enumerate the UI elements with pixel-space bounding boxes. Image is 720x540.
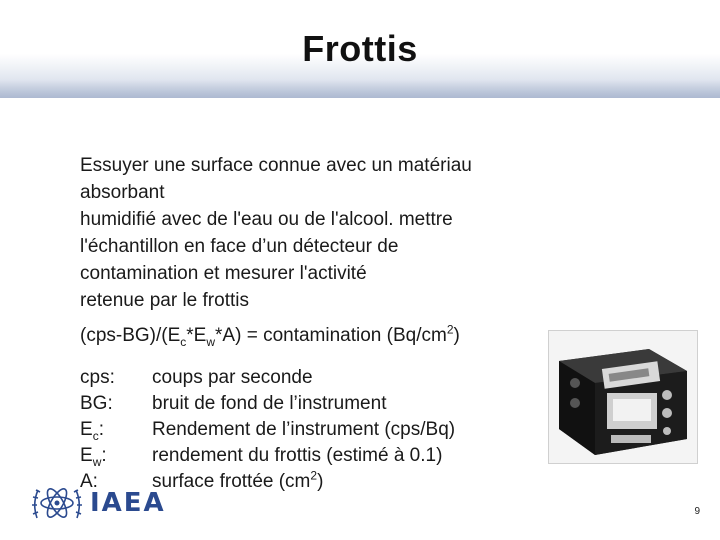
definition-description: bruit de fond de l’instrument: [152, 393, 387, 414]
definition-term: cps:: [80, 367, 115, 388]
definition-description: rendement du frottis (estimé à 0.1): [152, 445, 443, 466]
definition-term: $E_w$:: [80, 445, 107, 469]
contamination-meter-illustration: [549, 331, 697, 463]
paragraph-line: l'échantillon en face d’un détecteur de: [80, 236, 399, 257]
formula-text: (cps-BG)/(E: [80, 325, 181, 346]
definitions-list: [80, 365, 455, 495]
paragraph-line: Essuyer une surface connue avec un matériau: [80, 155, 472, 176]
page-number: 9: [694, 506, 700, 517]
paragraph-line: contamination et mesurer l'activité: [80, 263, 367, 284]
definition-term: A:: [80, 471, 98, 492]
formula-text: ): [453, 325, 460, 346]
formula-subscript-w: w: [206, 334, 216, 349]
definition-row: [80, 443, 455, 469]
definition-row: [80, 391, 455, 417]
iaea-logo: [28, 478, 166, 528]
formula-text: *A) = contamination (Bq/cm: [215, 325, 447, 346]
paragraph-line: humidifié avec de l'eau ou de l'alcool. mettre: [80, 209, 453, 230]
formula-subscript-c: c: [180, 334, 187, 349]
iaea-wordmark: IAEA: [90, 488, 166, 518]
slide-title: Frottis: [302, 28, 418, 69]
iaea-logo-icon: [28, 478, 86, 528]
definition-description: coups par seconde: [152, 367, 313, 388]
definition-description: Rendement de l’instrument (cps/Bq): [152, 419, 456, 440]
paragraph-line: retenue par le frottis: [80, 290, 249, 311]
formula-text: *E: [186, 325, 207, 346]
definition-description: surface frottée $(cm^2)$: [152, 468, 324, 492]
description-paragraph: [80, 152, 550, 314]
definition-row: [80, 365, 455, 391]
formula-superscript: 2: [446, 322, 454, 337]
definition-term: BG:: [80, 393, 113, 414]
contamination-formula: [80, 322, 460, 349]
definition-term: $E_c$:: [80, 419, 104, 443]
paragraph-line: absorbant: [80, 182, 165, 203]
contamination-meter-photo: [548, 330, 698, 464]
definition-row: [80, 417, 455, 443]
